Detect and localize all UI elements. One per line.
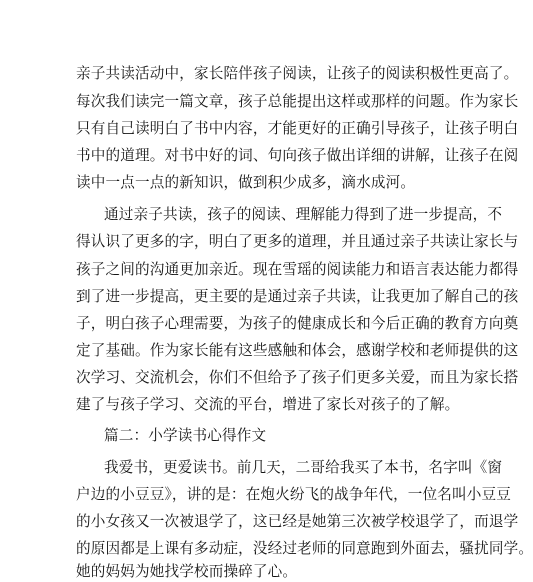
paragraph-4-line-2: 户边的小豆豆》，讲的是：在炮火纷飞的战争年代，一位名叫小豆豆 <box>76 486 512 503</box>
paragraph-1-line-2: 每次我们读完一篇文章，孩子总能提出这样或那样的问题。作为家长 <box>76 93 519 110</box>
paragraph-1-line-3: 只有自己读明白了书中内容，才能更好的正确引导孩子，让孩子明白 <box>76 120 519 137</box>
paragraph-2-line-2: 得认识了更多的字，明白了更多的道理，并且通过亲子共读让家长与 <box>76 233 519 250</box>
section-heading: 篇二：小学读书心得作文 <box>104 427 267 444</box>
paragraph-4-line-4: 的原因都是上课有多动症，没经过老师的同意跑到外面去，骚扰同学。 <box>76 540 533 557</box>
paragraph-4-line-5: 她的妈妈为她找学校而操碎了心。 <box>76 563 298 580</box>
paragraph-2-line-3: 孩子之间的沟通更加亲近。现在雪瑶的阅读能力和语言表达能力都得 <box>76 261 519 278</box>
paragraph-4-line-3: 的小女孩又一次被退学了，这已经是她第三次被学校退学了，而退学 <box>76 513 519 530</box>
paragraph-2-line-1: 通过亲子共读，孩子的阅读、理解能力得到了进一步提高，不 <box>104 206 503 223</box>
paragraph-2-line-7: 次学习、交流机会，你们不但给予了孩子们更多关爱，而且为家长搭 <box>76 369 519 386</box>
paragraph-4-line-1: 我爱书，更爱读书。前几天，二哥给我买了本书，名字叫《窗 <box>104 459 503 476</box>
paragraph-2-line-8: 建了与孩子学习、交流的平台，增进了家长对孩子的了解。 <box>76 396 460 413</box>
paragraph-2-line-6: 定了基础。作为家长能有这些感触和体会，感谢学校和老师提供的这 <box>76 342 519 359</box>
paragraph-2-line-5: 子，明白孩子心理需要，为孩子的健康成长和今后正确的教育方向奠 <box>76 315 519 332</box>
paragraph-1-line-5: 读中一点一点的新知识，做到积少成多，滴水成河。 <box>76 174 416 191</box>
paragraph-1-line-4: 书中的道理。对书中好的词、句向孩子做出详细的讲解，让孩子在阅 <box>76 147 519 164</box>
paragraph-2-line-4: 到了进一步提高，更主要的是通过亲子共读，让我更加了解自己的孩 <box>76 288 519 305</box>
paragraph-1-line-1: 亲子共读活动中，家长陪伴孩子阅读，让孩子的阅读积极性更高了。 <box>76 65 519 82</box>
